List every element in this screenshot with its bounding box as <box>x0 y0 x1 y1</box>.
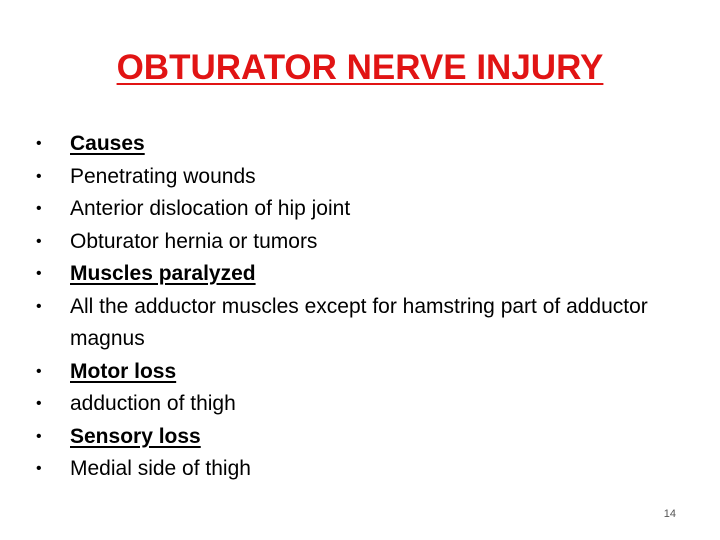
bullet-item-motor-loss <box>36 356 676 389</box>
bullet-text: Obturator hernia or tumors <box>70 229 318 253</box>
bullet-icon: • <box>36 265 42 282</box>
bullet-text: Causes <box>70 132 145 155</box>
bullet-icon: • <box>36 395 42 412</box>
bullet-icon: • <box>36 297 42 315</box>
bullet-item-causes <box>36 128 676 161</box>
bullet-item-obturator-hernia <box>36 226 676 259</box>
bullet-item-sensory-loss <box>36 421 676 454</box>
bullet-text: adduction of thigh <box>70 392 236 415</box>
bullet-item-muscles-paralyzed <box>36 258 676 291</box>
bullet-item-adduction-of-thigh <box>36 388 676 421</box>
bullet-icon: • <box>36 460 42 477</box>
bullet-icon: • <box>36 232 42 250</box>
bullet-item-anterior-dislocation <box>36 193 676 226</box>
bullet-icon: • <box>36 167 42 185</box>
bullet-icon: • <box>36 200 42 217</box>
bullet-text: Penetrating wounds <box>70 164 256 188</box>
bullet-text: Sensory loss <box>70 424 201 448</box>
bullet-item-penetrating-wounds <box>36 161 676 194</box>
bullet-item-adductor-muscles <box>36 291 676 356</box>
bullet-icon: • <box>36 135 42 152</box>
bullet-text: Motor loss <box>70 359 177 383</box>
bullet-icon: • <box>36 427 42 445</box>
bullet-text: Anterior dislocation of hip joint <box>70 197 351 220</box>
bullet-list <box>36 128 676 486</box>
page-number: 14 <box>663 508 676 520</box>
bullet-text: Medial side of thigh <box>70 457 251 480</box>
bullet-text: Muscles paralyzed <box>70 262 256 285</box>
bullet-text: All the adductor muscles except for hamstring part of adductor magnus <box>70 294 648 350</box>
bullet-item-medial-side-of-thigh <box>36 453 676 486</box>
bullet-icon: • <box>36 362 42 380</box>
slide-title: OBTURATOR NERVE INJURY <box>116 48 604 87</box>
